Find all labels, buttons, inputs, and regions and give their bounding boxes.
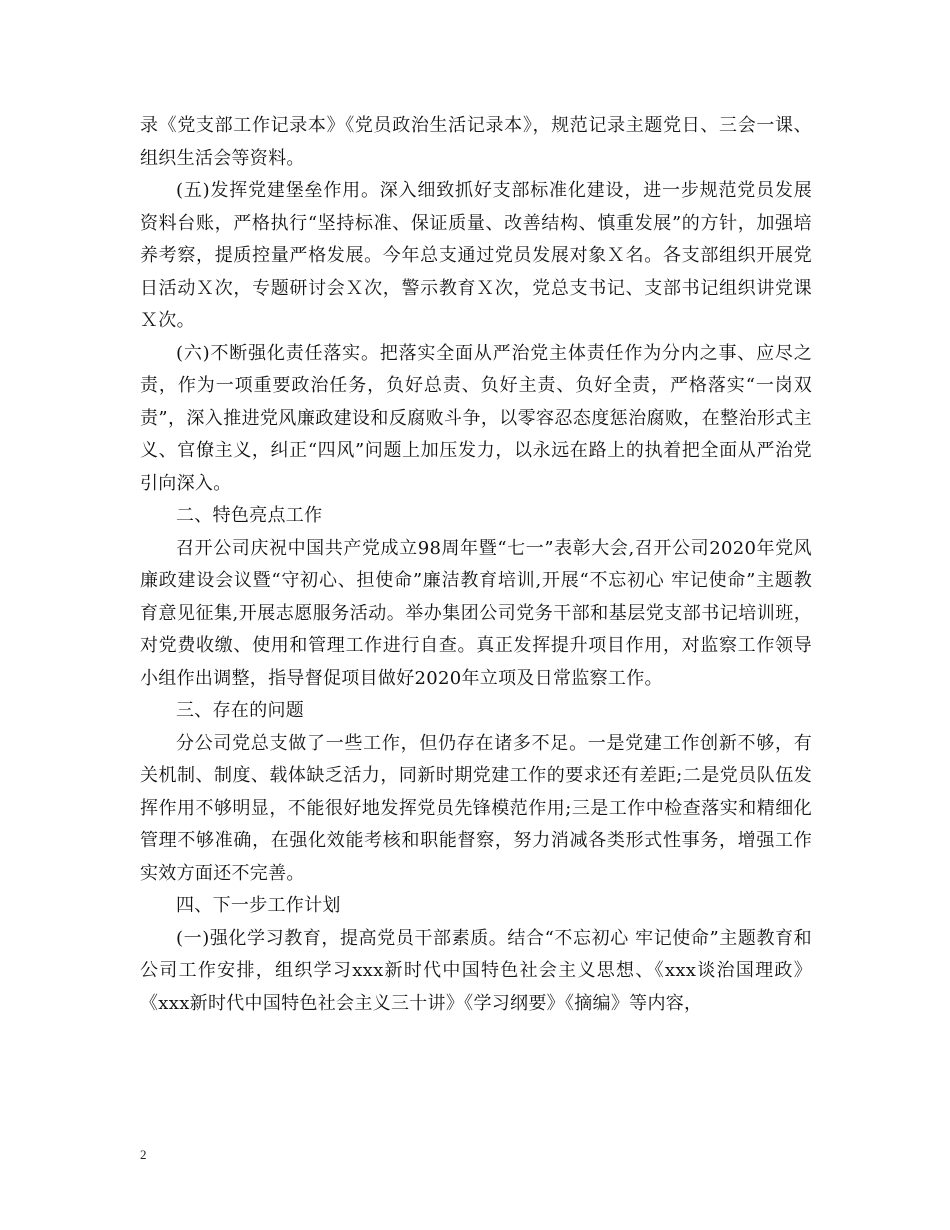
paragraph-responsibility: (六)不断强化责任落实。把落实全面从严治党主体责任作为分内之事、应尽之责，作为一项重要政治任务，负好总责、负好主责、负好全责，严格落实“一岗双责”，深入推进党风廉政建设和反腐败斗争，以零容忍态度惩治腐败，在整治形式主义、官僚主义，纠正“四风”问题上加压发力，以永远在路上的执着把全面从严治党引向深入。 [140, 342, 812, 494]
section-heading-highlights: 二、特色亮点工作 [176, 505, 323, 526]
document-body [140, 110, 812, 1020]
section-heading-problems: 三、存在的问题 [176, 700, 305, 721]
section-heading-next-plan: 四、下一步工作计划 [176, 895, 341, 916]
paragraph-problems: 分公司党总支做了一些工作，但仍存在诸多不足。一是党建工作创新不够，有关机制、制度、载体缺乏活力，同新时期党建工作的要求还有差距;二是党员队伍发挥作用不够明显，不能很好地发挥党员先锋模范作用;三是工作中检查落实和精细化管理不够准确，在强化效能考核和职能督察，努力消减各类形式性事务，增强工作实效方面还不完善。 [140, 732, 812, 884]
paragraph-continuation: 录《党支部工作记录本》《党员政治生活记录本》，规范记录主题党日、三会一课、组织生活会等资料。 [140, 115, 812, 169]
paragraph-highlights: 召开公司庆祝中国共产党成立98周年暨“七一”表彰大会,召开公司2020年党风廉政建设会议暨“守初心、担使命”廉洁教育培训,开展“不忘初心 牢记使命”主题教育意见征集,开展志愿服务活动。举办集团公司党务干部和基层党支部书记培训班，对党费收缴、使用和管理工作进行自查。真正发挥提升项目作用，对监察工作领导小组作出调整，指导督促项目做好2020年立项及日常监察工作。 [140, 537, 812, 689]
page-number: 2 [140, 1147, 147, 1162]
paragraph-study-education: (一)强化学习教育，提高党员干部素质。结合“不忘初心 牢记使命”主题教育和公司工作安排，组织学习xxx新时代中国特色社会主义思想、《xxx谈治国理政》《xxx新时代中国特色社会主义三十讲》《学习纲要》《摘编》等内容， [140, 927, 812, 1014]
paragraph-party-fortress: (五)发挥党建堡垒作用。深入细致抓好支部标准化建设，进一步规范党员发展资料台账，严格执行“坚持标准、保证质量、改善结构、慎重发展”的方针，加强培养考察，提质控量严格发展。今年总支通过党员发展对象Ｘ名。各支部组织开展党日活动Ｘ次，专题研讨会Ｘ次，警示教育Ｘ次，党总支书记、支部书记组织讲党课Ｘ次。 [140, 180, 812, 331]
